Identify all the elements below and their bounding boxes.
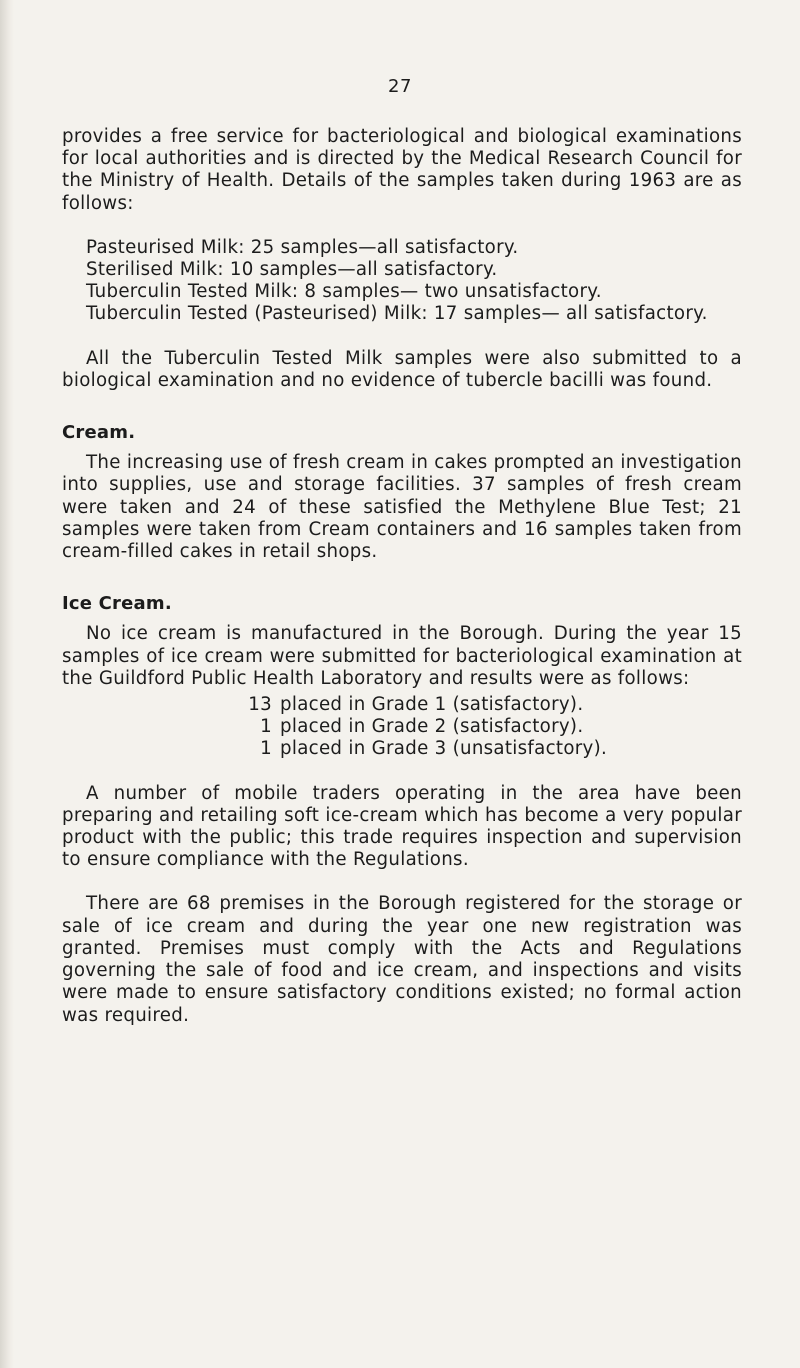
mobile-traders-paragraph: A number of mobile traders operating in the area have been preparing and retailing soft ice-cream which has become a very popular product with the public; this trade requires inspection and supervision to ensure compliance with the Regulations. xyxy=(62,782,742,871)
grade-count: 1 xyxy=(260,716,272,738)
milk-sample-item: Sterilised Milk: 10 samples—all satisfactory. xyxy=(86,259,498,281)
grade-text: placed in Grade 1 (satisfactory). xyxy=(280,694,584,716)
cream-paragraph: The increasing use of fresh cream in cakes prompted an investigation into supplies, use and storage facilities. 37 samples of fresh cream were taken and 24 of these satisfied the Methylene Blue Test; 21 samples were taken from Cream containers and 16 samples taken from cream-filled cakes in retail shops. xyxy=(62,452,742,563)
premises-paragraph: There are 68 premises in the Borough registered for the storage or sale of ice cream and during the year one new registration was granted. Premises must comply with the Acts and Regulations governing the sale of food and ice cream, and inspections and visits were made to ensure satisfactory conditions existed; no formal action was required. xyxy=(62,893,742,1026)
cream-heading: Cream. xyxy=(62,422,136,444)
milk-sample-item: Tuberculin Tested (Pasteurised) Milk: 17 samples— all satisfactory. xyxy=(86,303,708,325)
page-number: 27 xyxy=(388,76,412,97)
grade-row xyxy=(246,716,742,738)
grade-count: 13 xyxy=(248,694,272,716)
tuberculin-paragraph: All the Tuberculin Tested Milk samples were also submitted to a biological examination and no evidence of tubercle bacilli was found. xyxy=(62,347,742,391)
grade-row xyxy=(246,694,742,716)
milk-samples-list xyxy=(86,237,742,326)
ice-cream-paragraph: No ice cream is manufactured in the Borough. During the year 15 samples of ice cream were submitted for bacteriological examination at the Guildford Public Health Laboratory and results were as follows: xyxy=(62,623,742,689)
intro-paragraph: provides a free service for bacteriological and biological examinations for local authorities and is directed by the Medical Research Council for the Ministry of Health. Details of the samples taken during 1963 are as follows: xyxy=(62,126,742,214)
page-body xyxy=(62,126,742,1027)
ice-cream-heading: Ice Cream. xyxy=(62,593,172,615)
page-edge-shadow xyxy=(0,0,14,1368)
grade-count: 1 xyxy=(260,738,272,760)
milk-sample-item: Pasteurised Milk: 25 samples—all satisfactory. xyxy=(86,236,519,258)
grade-results xyxy=(246,694,742,761)
milk-sample-item: Tuberculin Tested Milk: 8 samples— two unsatisfactory. xyxy=(86,281,602,303)
grade-row xyxy=(246,738,742,760)
grade-text: placed in Grade 2 (satisfactory). xyxy=(280,716,584,738)
grade-text: placed in Grade 3 (unsatisfactory). xyxy=(280,738,608,760)
